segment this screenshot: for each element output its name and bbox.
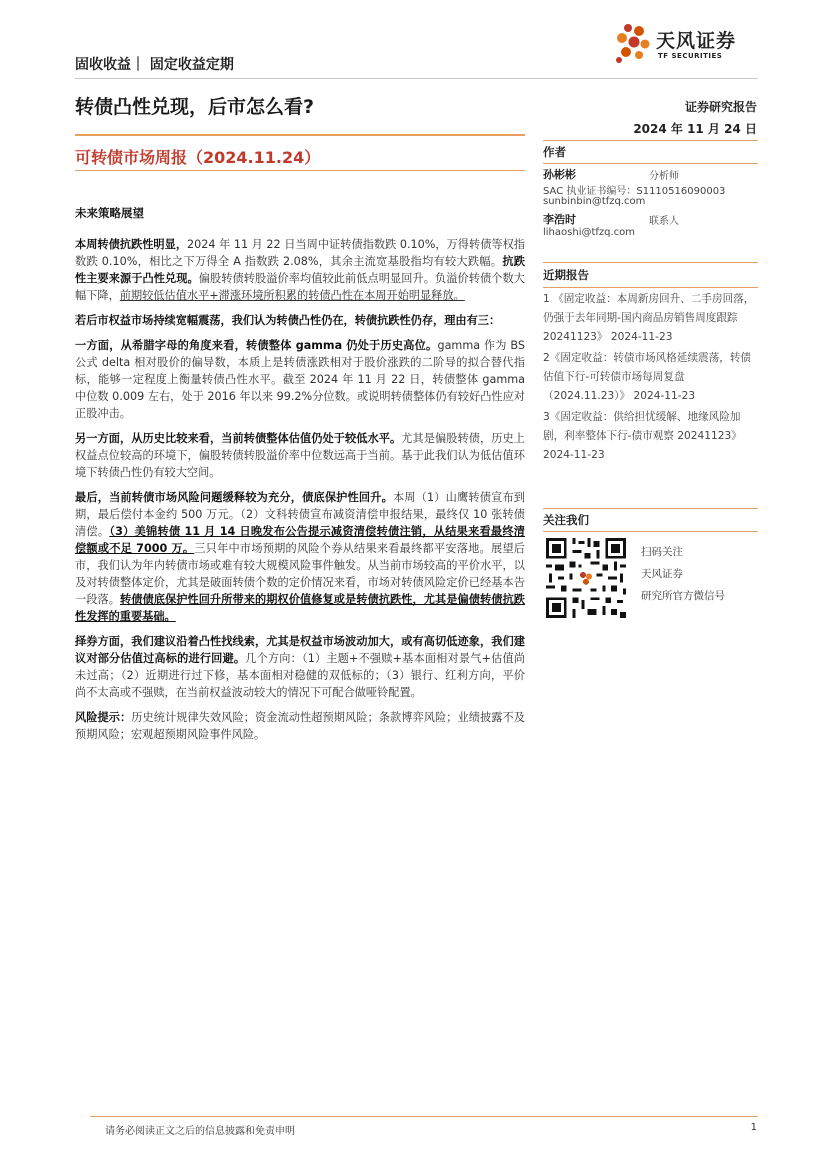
report-title: 转债凸性兑现，后市怎么看? [75,96,315,118]
p4-text: 尤其是偏股转债，历史上权益点位较高的环境下，偏股转债转股溢价率中位数远高于当前。基于此我们认为低估值环境下转债凸性仍有较大空间。 [75,432,525,479]
report-subtitle: 可转债市场周报（2024.11.24） [75,148,321,167]
author-bottom-line [543,163,758,164]
report-date: 2024 年 11 月 24 日 [633,122,757,136]
recent-top-line [543,262,758,263]
tf-securities-logo [614,22,764,66]
section-label: 固收收益｜ 固定收益定期 [75,57,234,73]
paragraph-1 [75,236,525,304]
recent-report-item[interactable]: 3《固定收益：供给担忧缓解、地缘风险加剧，利率整体下行-债市观察 20241123》 2024-11-23 [543,411,742,461]
p1-text-2: 偏股转债转股溢价率均值较此前低点明显回升。负溢价转债个数大幅下降， [75,272,525,302]
author2-name: 李浩时 [543,213,576,226]
p1-underline: 前期较低估值水平+滞涨环境所积累的转债凸性在本周开始明显释放。 [119,289,465,302]
p5-bold-underline-2: 转债债底保护性回升所带来的期权价值修复或是转债抗跌性，尤其是偏债转债抗跌性发挥的重要基础。 [75,593,525,623]
paragraph-4 [75,430,525,481]
p5-text-2: 三只年中市场预期的风险个券从结果来看最终都平安落地。展望后市，我们认为年内转债市场或难有较大规模风险事件触发。从当前市场较高的平价水平，以及对转债整体定价，尤其是破面转债个数的定价情况来看，市场对转债风险定价已经基本告一段落。 [75,542,525,606]
author1-name: 孙彬彬 [543,168,576,181]
author1-role: 分析师 [649,171,679,182]
subtitle-divider [75,170,525,171]
recent-bottom-line [543,287,758,288]
top-divider [75,78,758,79]
p3-bold: 一方面，从希腊字母的角度来看，转债整体 gamma 仍处于历史高位。 [75,339,438,352]
p5-bold: 最后，当前转债市场风险问题缓释较为充分，债底保护性回升。 [75,491,393,504]
p1-bold-2: 抗跌性主要来源于凸性兑现。 [75,255,525,285]
p5-bold-underline-1: （3）美锦转债 11 月 14 日晚发布公告提示减资清偿转债注销，从结果来看最终清偿额或不足 7000 万。 [75,525,525,555]
paragraph-5 [75,489,525,625]
logo-text-en: TF SECURITIES [658,52,723,60]
author1-cert: SAC 执业证书编号：S1110516090003 [543,186,726,197]
recent-report-item[interactable]: 1 《固定收益：本周新房回升、二手房回落，仍强于去年同期-国内商品房销售周度跟踪 20241123》 2024-11-23 [543,293,755,343]
report-type: 证券研究报告 [684,100,757,114]
section-heading: 未来策略展望 [75,206,144,220]
logo-mark-icon [614,22,654,66]
p4-bold: 另一方面，从历史比较来看，当前转债整体估值仍处于较低水平。 [75,432,402,445]
page-number: 1 [750,1122,757,1133]
p3-text: gamma 作为 BS 公式 delta 相对股价的偏导数，本质上是转债涨跌相对于股价涨跌的二阶导的拟合替代指标，能够一定程度上衡量转债凸性水平。截至 2024 年 11 月 22 日，转债整体 gamma 中位数 0.009 左右，处于 2016 年以来 99.2%分位数。或说明转债整体仍有较好凸性应对正股冲击。 [75,339,525,420]
wechat-qr-code[interactable] [543,535,629,621]
follow-top-line [543,508,758,509]
recent-report-list [543,290,758,467]
main-content [75,205,525,751]
p5-text-1: 本周（1）山鹰转债宣布到期，最后偿付本金约 500 万元。（2）文科转债宣布减资清偿申报结果，最终仅 10 张转债清偿。 [75,491,525,538]
p6-bold: 择券方面，我们建议沿着凸性找线索，尤其是权益市场波动加大，或有高切低迹象，我们建议对部分估值过高标的进行回避。 [75,635,525,665]
recent-section-header [543,262,758,288]
author-heading: 作者 [543,145,566,159]
p6-text: 几个方向：（1）主题+不强赎+基本面相对景气+估值尚未过高；（2）近期进行过下修，基本面相对稳健的双低标的；（3）银行、红利方向，平价尚不太高或不强赎，在当前权益波动较大的情况下可配合做哑铃配置。 [75,652,525,699]
author-top-line [543,140,758,141]
title-divider [75,134,525,136]
follow-heading: 关注我们 [543,513,589,527]
logo-text-cn: 天风证券 [656,30,737,52]
footer-divider [90,1116,758,1117]
risk-paragraph [75,709,525,743]
recent-report-item[interactable]: 2《固定收益：转债市场风格延续震荡，转债估值下行-可转债市场每周复盘（2024.11.23）》 2024-11-23 [543,352,752,402]
paragraph-3 [75,337,525,422]
risk-text: 历史统计规律失效风险；资金流动性超预期风险；条款博弈风险；业绩披露不及预期风险；宏观超预期风险事件风险。 [75,711,525,741]
author1-email[interactable]: sunbinbin@tfzq.com [543,196,646,207]
follow-section-header [543,508,758,532]
qr-code-icon [543,535,629,621]
qr-caption-line: 天风证券 [641,568,683,580]
recent-heading: 近期报告 [543,268,589,282]
author-section-header [543,140,758,164]
p1-text-1: 2024 年 11 月 22 日当周中证转债指数跌 0.10%，万得转债等权指数跌 0.10%，相比之下万得全 A 指数跌 2.08%，其余主流宽基股指均有较大跌幅。 [75,238,525,268]
p1-bold-1: 本周转债抗跌性明显， [75,238,188,251]
risk-label: 风险提示： [75,711,132,724]
paragraph-2: 若后市权益市场持续宽幅震荡，我们认为转债凸性仍在，转债抗跌性仍存，理由有三： [75,314,501,327]
paragraph-6 [75,633,525,701]
follow-bottom-line [543,531,758,532]
author2-email[interactable]: lihaoshi@tfzq.com [543,227,636,238]
qr-caption-line: 扫码关注 [641,546,683,558]
footer-disclaimer: 请务必阅读正文之后的信息披露和免责申明 [105,1126,295,1137]
qr-caption-line: 研究所官方微信号 [641,590,725,602]
author2-role: 联系人 [649,216,679,227]
